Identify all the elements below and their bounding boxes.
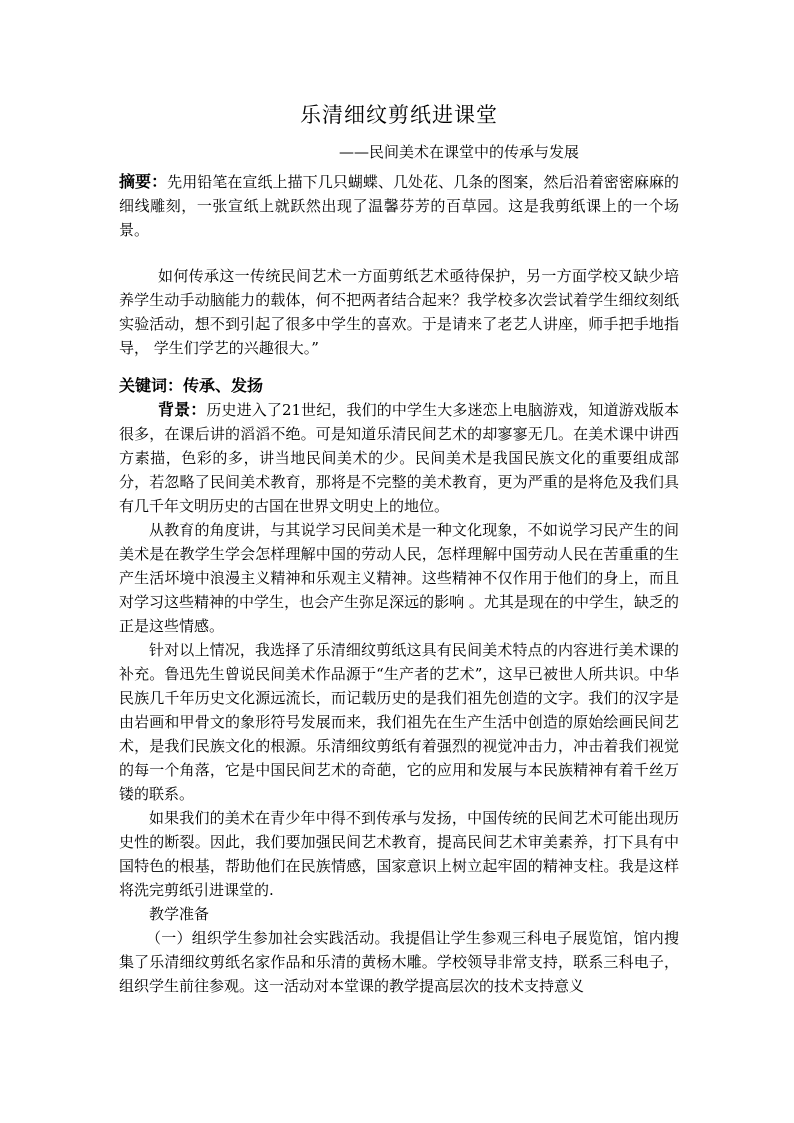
- abstract-text: 先用铅笔在宣纸上描下几只蝴蝶、几处花、几条的图案，然后沿着密密麻麻的细线雕刻，一张宣纸上就跃然出现了温馨芬芳的百草园。这是我剪纸课上的一个场景。: [119, 173, 679, 239]
- prep-heading: 教学准备: [149, 905, 210, 923]
- document-page: [119, 100, 679, 998]
- quote-paragraph: 如何传承这一传统民间艺术一方面剪纸艺术亟待保护，另一方面学校又缺少培养学生动手动脑能力的载体，何不把两者结合起来？我学校多次尝试着学生细纹刻纸实验活动，想不到引起了很多中学生的喜欢。于是请来了老艺人讲座，师手把手地指导， 学生们学艺的兴趣很大。”: [119, 267, 679, 357]
- background-label: 背景：: [158, 400, 207, 419]
- keywords-line: 关键词：传承、发扬: [119, 376, 264, 395]
- abstract-paragraph: [119, 170, 679, 242]
- situation-paragraph: 针对以上情况，我选择了乐清细纹剪纸这具有民间美术特点的内容进行美术课的补充。鲁迅先生曾说民间美术作品源于“生产者的艺术”，这早已被世人所共识。中华民族几千年历史文化源远流长，而记载历史的是我们祖先创造的文字。我们的汉字是由岩画和甲骨文的象形符号发展而来，我们祖先在生产生活中创造的原始绘画民间艺术，是我们民族文化的根源。乐清细纹剪纸有着强烈的视觉冲击力，冲击着我们视觉的每一个角落，它是中国民间艺术的奇葩，它的应用和发展与本民族精神有着千丝万镂的联系。: [119, 641, 679, 803]
- abstract-label: 摘要：: [119, 172, 168, 191]
- document-title: 乐清细纹剪纸进课堂: [300, 103, 498, 127]
- education-paragraph: 从教育的角度讲，与其说学习民间美术是一种文化现象，不如说学习民产生的间美术是在教学生学会怎样理解中国的劳动人民，怎样理解中国劳动人民在苦重重的生产生活坏境中浪漫主义精神和乐观主义精神。这些精神不仅作用于他们的身上，而且对学习这些精神的中学生，也会产生弥足深远的影响 。尤其是现在的中学生，缺乏的正是这些情感。: [119, 521, 679, 635]
- background-text: 历史进入了21世纪，我们的中学生大多迷恋上电脑游戏，知道游戏版本很多，在课后讲的滔滔不绝。可是知道乐清民间艺术的却寥寥无几。在美术课中讲西方素描，色彩的多，讲当地民间美术的少。民间美术是我国民族文化的重要组成部分，若忽略了民间美术教育，那将是不完整的美术教育，更为严重的是将危及我们具有几千年文明历史的古国在世界文明史上的地位。: [119, 401, 679, 515]
- background-paragraph: [119, 398, 679, 518]
- inherit-paragraph: 如果我们的美术在青少年中得不到传承与发扬，中国传统的民间艺术可能出现历史性的断裂。因此，我们要加强民间艺术教育，提高民间艺术审美素养，打下具有中国特色的根基，帮助他们在民族情感，国家意识上树立起牢固的精神支柱。我是这样将洗完剪纸引进课堂的.: [119, 809, 679, 899]
- document-subtitle: ——民间美术在课堂中的传承与发展: [339, 143, 580, 161]
- prep-item-1: （一）组织学生参加社会实践活动。我提倡让学生参观三科电子展览馆，馆内搜集了乐清细纹剪纸名家作品和乐清的黄杨木雕。学校领导非常支持，联系三科电子，组织学生前往参观。这一活动对本堂课的教学提高层次的技术支持意义: [119, 929, 679, 995]
